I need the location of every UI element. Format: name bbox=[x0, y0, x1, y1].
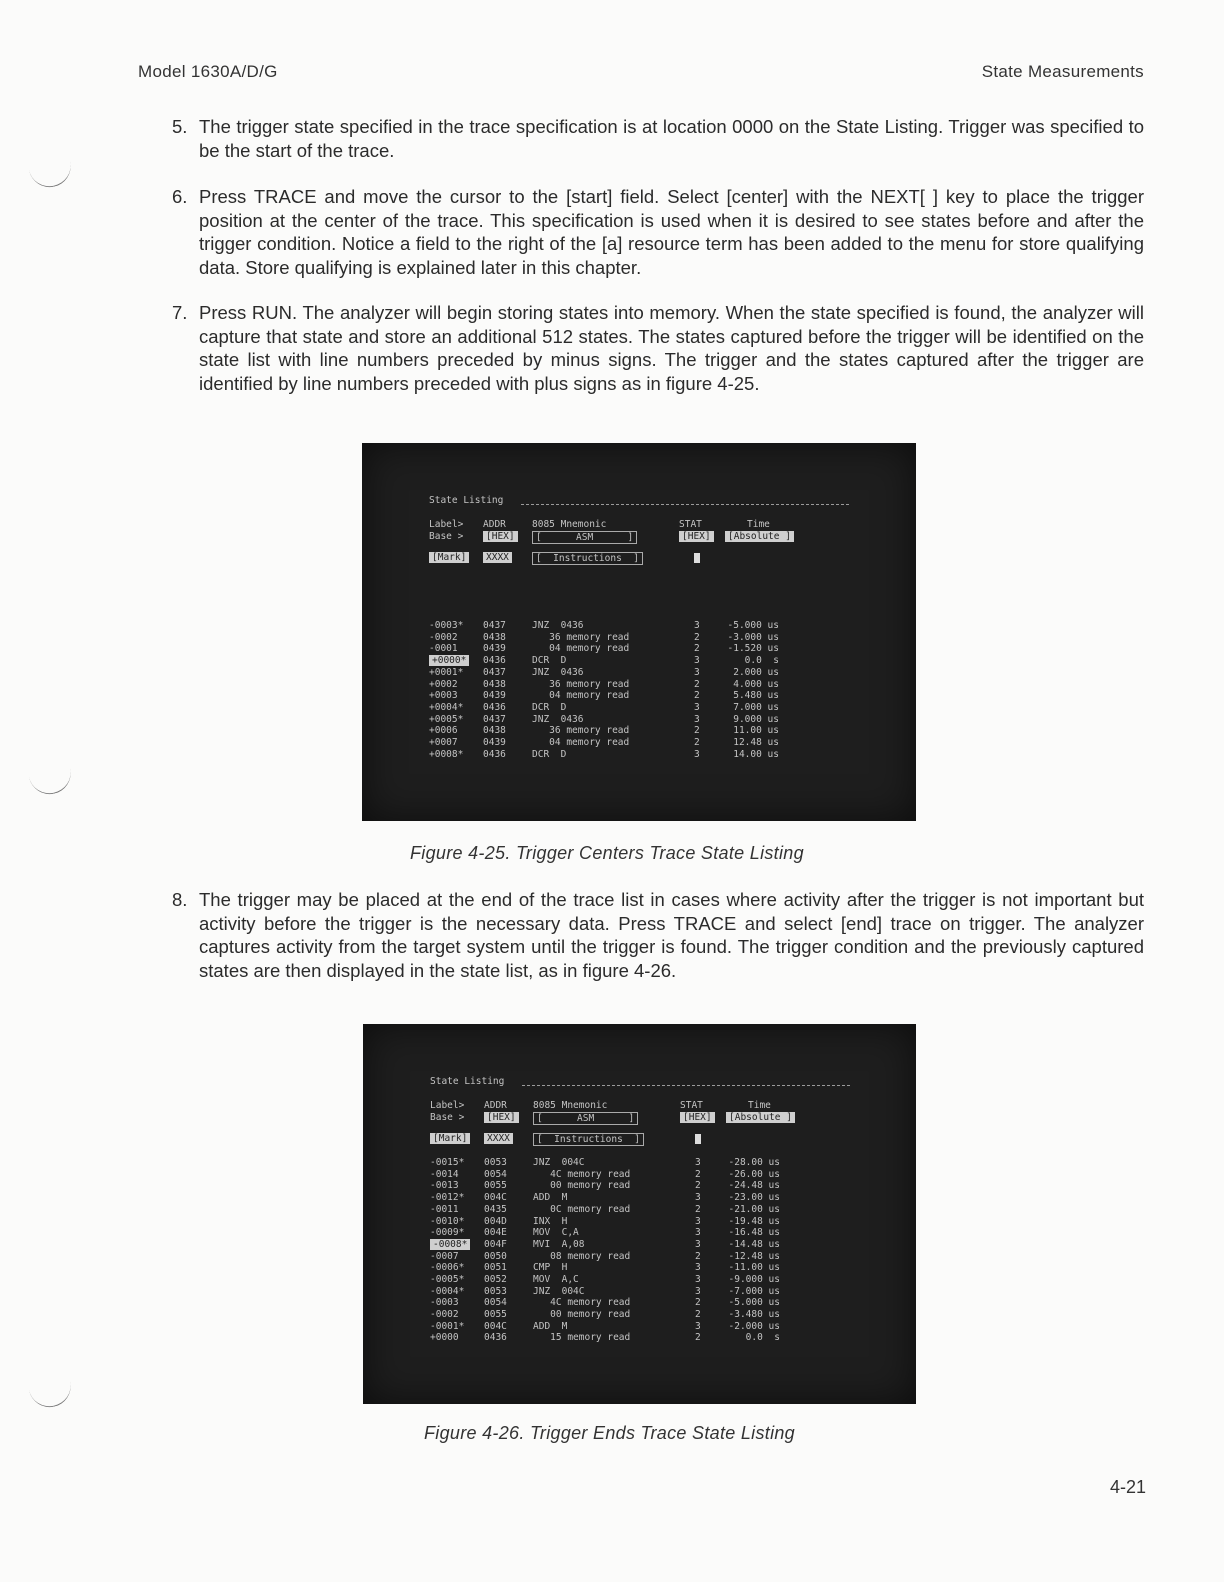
address: 004C bbox=[484, 1320, 507, 1332]
time: -3.480 us bbox=[728, 1309, 780, 1320]
address: 0437 bbox=[483, 713, 506, 725]
mark-mnemonic-field: [ Instructions ] bbox=[532, 552, 643, 565]
line-number: -0015* bbox=[430, 1157, 465, 1169]
table-row bbox=[430, 1192, 850, 1204]
address: 0438 bbox=[483, 678, 506, 690]
table-row bbox=[429, 667, 849, 679]
running-header-section: State Measurements bbox=[981, 62, 1144, 81]
status: 3 bbox=[695, 1320, 701, 1332]
time: 0.0 s bbox=[744, 655, 779, 667]
figure-4-26-caption: Figure 4-26. Trigger Ends Trace State Listing bbox=[424, 1423, 795, 1443]
status: 3 bbox=[694, 701, 700, 713]
address: 0053 bbox=[484, 1285, 507, 1297]
step-number: 6. bbox=[172, 186, 188, 207]
mnemonic: JNZ 004C bbox=[533, 1285, 585, 1297]
table-row bbox=[429, 690, 849, 702]
label-addr: ADDR bbox=[483, 519, 506, 530]
mnemonic: ADD M bbox=[533, 1192, 568, 1204]
line-number: +0004* bbox=[429, 701, 464, 713]
figure-4-25-screen bbox=[362, 443, 916, 821]
time: -11.00 us bbox=[728, 1262, 780, 1274]
line-number: -0008* bbox=[430, 1239, 470, 1250]
base-addr-field: [HEX] bbox=[484, 1112, 519, 1123]
label-row bbox=[430, 1100, 850, 1112]
mnemonic: 15 memory read bbox=[533, 1332, 631, 1344]
mnemonic: INX H bbox=[533, 1215, 568, 1227]
time: 14.00 us bbox=[733, 748, 779, 760]
binder-hole-mark bbox=[27, 761, 74, 798]
mark-addr-field: XXXX bbox=[483, 552, 512, 563]
base-caption: Base > bbox=[429, 530, 464, 542]
table-row bbox=[429, 632, 849, 644]
time: -21.00 us bbox=[728, 1203, 780, 1215]
mark-mnemonic-field: [ Instructions ] bbox=[533, 1133, 644, 1146]
address: 0055 bbox=[484, 1180, 507, 1192]
label-time: Time bbox=[748, 1100, 771, 1111]
line-number: -0006* bbox=[430, 1262, 465, 1274]
mnemonic: JNZ 0436 bbox=[532, 666, 584, 678]
address: 0436 bbox=[483, 701, 506, 713]
label-mnemonic: 8085 Mnemonic bbox=[532, 519, 607, 530]
mnemonic: 36 memory read bbox=[532, 678, 630, 690]
time: -5.000 us bbox=[728, 1297, 780, 1309]
spacer bbox=[429, 564, 849, 620]
address: 0052 bbox=[484, 1273, 507, 1285]
address: 0055 bbox=[484, 1309, 507, 1320]
line-number: -0013 bbox=[430, 1180, 459, 1192]
mnemonic: DCR D bbox=[532, 655, 567, 667]
table-row bbox=[430, 1169, 850, 1181]
line-number: -0001* bbox=[430, 1320, 465, 1332]
table-row bbox=[430, 1309, 850, 1321]
label-caption: Label> bbox=[429, 519, 464, 530]
label-mnemonic: 8085 Mnemonic bbox=[533, 1100, 608, 1111]
address: 0437 bbox=[483, 620, 506, 632]
base-row bbox=[430, 1112, 850, 1124]
time: -16.48 us bbox=[728, 1227, 780, 1239]
status: 2 bbox=[695, 1309, 701, 1320]
state-listing-display bbox=[429, 495, 849, 760]
table-row bbox=[430, 1286, 850, 1298]
line-number: -0005* bbox=[430, 1273, 465, 1285]
line-number: -0002 bbox=[430, 1309, 459, 1320]
table-row bbox=[430, 1204, 850, 1216]
spacer bbox=[430, 1123, 850, 1133]
mnemonic: 0C memory read bbox=[533, 1203, 631, 1215]
time: -2.000 us bbox=[728, 1320, 780, 1332]
line-number: +0005* bbox=[429, 713, 464, 725]
address: 0054 bbox=[484, 1168, 507, 1180]
spacer bbox=[429, 542, 849, 552]
line-number: -0009* bbox=[430, 1227, 465, 1239]
time: 12.48 us bbox=[733, 736, 779, 748]
status: 3 bbox=[695, 1157, 701, 1169]
mnemonic: DCR D bbox=[532, 748, 567, 760]
binder-hole-mark bbox=[27, 154, 74, 191]
table-row bbox=[430, 1239, 850, 1251]
table-row bbox=[429, 702, 849, 714]
time: -24.48 us bbox=[728, 1180, 780, 1192]
mnemonic: 36 memory read bbox=[532, 631, 630, 643]
table-row bbox=[430, 1332, 850, 1344]
step-text: Press TRACE and move the cursor to the [start] field. Select [center] with the NEXT[ ] key to place the trigger position at the center of the trace. This specification is used when it is desired to see states before and after the trigger condition. Notice a field to the right of the [a] resource term has been added to the menu for store qualifying data. Store qualifying is explained later in this chapter. bbox=[199, 186, 1144, 278]
line-number: -0001 bbox=[429, 643, 458, 655]
line-number: +0000 bbox=[430, 1332, 459, 1344]
running-header-model: Model 1630A/D/G bbox=[138, 62, 278, 81]
label-stat: STAT bbox=[679, 519, 702, 530]
time: -19.48 us bbox=[728, 1215, 780, 1227]
status: 2 bbox=[694, 736, 700, 748]
status: 3 bbox=[695, 1273, 701, 1285]
figure-4-25-caption: Figure 4-25. Trigger Centers Trace State Listing bbox=[410, 843, 804, 863]
table-row bbox=[430, 1321, 850, 1333]
line-number: -0010* bbox=[430, 1215, 465, 1227]
status: 2 bbox=[695, 1203, 701, 1215]
time: -26.00 us bbox=[728, 1168, 780, 1180]
status: 2 bbox=[695, 1180, 701, 1192]
address: 0435 bbox=[484, 1203, 507, 1215]
address: 0439 bbox=[483, 643, 506, 655]
address: 0438 bbox=[483, 725, 506, 737]
binder-hole-mark bbox=[27, 1374, 74, 1411]
mnemonic: CMP H bbox=[533, 1262, 568, 1274]
address: 004E bbox=[484, 1227, 507, 1239]
address: 0438 bbox=[483, 631, 506, 643]
base-time-field: [Absolute ] bbox=[726, 1112, 795, 1123]
status: 2 bbox=[694, 643, 700, 655]
address: 0050 bbox=[484, 1250, 507, 1262]
time: -14.48 us bbox=[728, 1238, 780, 1250]
status: 2 bbox=[695, 1168, 701, 1180]
table-row bbox=[430, 1262, 850, 1274]
table-row bbox=[430, 1251, 850, 1263]
line-number: +0003 bbox=[429, 690, 458, 702]
line-number: +0008* bbox=[429, 748, 464, 760]
spacer bbox=[430, 1090, 850, 1100]
mark-field: [Mark] bbox=[430, 1133, 470, 1144]
label-stat: STAT bbox=[680, 1100, 703, 1111]
time: 5.480 us bbox=[733, 690, 779, 702]
mnemonic: JNZ 004C bbox=[533, 1157, 585, 1169]
status: 3 bbox=[694, 655, 700, 667]
line-number: -0014 bbox=[430, 1168, 459, 1180]
mnemonic: JNZ 0436 bbox=[532, 620, 584, 632]
base-mnemonic-field: [ ASM ] bbox=[532, 531, 637, 544]
table-row bbox=[429, 725, 849, 737]
time: 4.000 us bbox=[733, 678, 779, 690]
mnemonic: 04 memory read bbox=[532, 736, 630, 748]
base-stat-field: [HEX] bbox=[680, 1112, 715, 1123]
line-number: +0007 bbox=[429, 736, 458, 748]
mnemonic: JNZ 0436 bbox=[532, 713, 584, 725]
page-number: 4-21 bbox=[1109, 1477, 1146, 1497]
status: 3 bbox=[695, 1215, 701, 1227]
time: 9.000 us bbox=[733, 713, 779, 725]
line-number: -0011 bbox=[430, 1203, 459, 1215]
step-5 bbox=[172, 115, 1144, 162]
status: 2 bbox=[694, 725, 700, 737]
mnemonic: MOV A,C bbox=[533, 1273, 579, 1285]
mnemonic: 08 memory read bbox=[533, 1250, 631, 1262]
status: 2 bbox=[694, 690, 700, 702]
line-number: -0002 bbox=[429, 631, 458, 643]
line-number: +0002 bbox=[429, 678, 458, 690]
table-row bbox=[429, 655, 849, 667]
time: -5.000 us bbox=[727, 620, 779, 632]
address: 0436 bbox=[483, 655, 506, 667]
status: 3 bbox=[695, 1192, 701, 1204]
table-row bbox=[430, 1274, 850, 1286]
step-text: The trigger state specified in the trace specification is at location 0000 on the State Listing. Trigger was specified to be the start of the trace. bbox=[199, 116, 1144, 161]
line-number: -0003* bbox=[429, 620, 464, 632]
table-row bbox=[429, 749, 849, 761]
label-caption: Label> bbox=[430, 1100, 465, 1111]
mark-addr-field: XXXX bbox=[484, 1133, 513, 1144]
status: 3 bbox=[694, 713, 700, 725]
time: -3.000 us bbox=[727, 631, 779, 643]
time: -9.000 us bbox=[728, 1273, 780, 1285]
table-row bbox=[430, 1216, 850, 1228]
line-number: +0000* bbox=[429, 655, 469, 666]
mnemonic: MOV C,A bbox=[533, 1227, 579, 1239]
mnemonic: 36 memory read bbox=[532, 725, 630, 737]
step-number: 7. bbox=[172, 302, 188, 323]
line-number: +0006 bbox=[429, 725, 458, 737]
mnemonic: 00 memory read bbox=[533, 1309, 631, 1320]
table-row bbox=[430, 1227, 850, 1239]
screen-title: State Listing bbox=[430, 1076, 850, 1090]
mnemonic: 4C memory read bbox=[533, 1297, 631, 1309]
time: -28.00 us bbox=[728, 1157, 780, 1169]
step-number: 5. bbox=[172, 116, 188, 137]
step-text: The trigger may be placed at the end of the trace list in cases where activity after the trigger is not important but activity before the trigger is the necessary data. Press TRACE and select [end] trace on trigger. The analyzer captures activity from the target system until the trigger is found. The trigger condition and the previously captured states are then displayed in the state list, as in figure 4-26. bbox=[199, 889, 1144, 981]
address: 0051 bbox=[484, 1262, 507, 1274]
mnemonic: 04 memory read bbox=[532, 690, 630, 702]
address: 004F bbox=[484, 1238, 507, 1250]
time: 7.000 us bbox=[733, 701, 779, 713]
state-listing-display bbox=[430, 1076, 850, 1344]
mnemonic: 4C memory read bbox=[533, 1168, 631, 1180]
label-addr: ADDR bbox=[484, 1100, 507, 1111]
line-number: -0012* bbox=[430, 1192, 465, 1204]
step-7 bbox=[172, 301, 1144, 395]
address: 0436 bbox=[483, 748, 506, 760]
screen-title: State Listing bbox=[429, 495, 849, 509]
address: 0436 bbox=[484, 1332, 507, 1344]
table-row bbox=[429, 620, 849, 632]
table-row bbox=[429, 714, 849, 726]
line-number: -0003 bbox=[430, 1297, 459, 1309]
step-6 bbox=[172, 185, 1144, 279]
spacer bbox=[429, 509, 849, 519]
label-row bbox=[429, 519, 849, 531]
status: 2 bbox=[694, 678, 700, 690]
step-8 bbox=[172, 888, 1144, 982]
step-text: Press RUN. The analyzer will begin storing states into memory. When the state specified is found, the analyzer will capture that state and store an additional 512 states. The states captured before the trigger will be identified on the state list with line numbers preceded by minus signs. The trigger and the states captured after the trigger are identified by line numbers preceded with plus signs as in figure 4-25. bbox=[199, 302, 1144, 394]
base-time-field: [Absolute ] bbox=[725, 531, 794, 542]
cursor-block bbox=[694, 553, 700, 563]
table-row bbox=[430, 1180, 850, 1192]
time: -1.520 us bbox=[727, 643, 779, 655]
status: 3 bbox=[694, 620, 700, 632]
address: 0439 bbox=[483, 690, 506, 702]
mark-field: [Mark] bbox=[429, 552, 469, 563]
table-row bbox=[429, 643, 849, 655]
status: 3 bbox=[695, 1262, 701, 1274]
status: 3 bbox=[695, 1227, 701, 1239]
line-number: +0001* bbox=[429, 666, 464, 678]
figure-4-26-screen bbox=[363, 1024, 916, 1404]
mark-row bbox=[430, 1133, 850, 1145]
base-caption: Base > bbox=[430, 1111, 465, 1123]
status: 2 bbox=[695, 1250, 701, 1262]
base-stat-field: [HEX] bbox=[679, 531, 714, 542]
address: 0437 bbox=[483, 666, 506, 678]
time: 0.0 s bbox=[745, 1332, 780, 1344]
time: 11.00 us bbox=[733, 725, 779, 737]
status: 2 bbox=[694, 631, 700, 643]
status: 3 bbox=[695, 1238, 701, 1250]
mnemonic: 04 memory read bbox=[532, 643, 630, 655]
status: 3 bbox=[694, 748, 700, 760]
status: 2 bbox=[695, 1332, 701, 1344]
address: 0054 bbox=[484, 1297, 507, 1309]
time: -23.00 us bbox=[728, 1192, 780, 1204]
base-mnemonic-field: [ ASM ] bbox=[533, 1112, 638, 1125]
line-number: -0004* bbox=[430, 1285, 465, 1297]
mnemonic: DCR D bbox=[532, 701, 567, 713]
mnemonic: 00 memory read bbox=[533, 1180, 631, 1192]
cursor-block bbox=[695, 1134, 701, 1144]
table-row bbox=[430, 1157, 850, 1169]
address: 004C bbox=[484, 1192, 507, 1204]
status: 3 bbox=[694, 666, 700, 678]
address: 0439 bbox=[483, 736, 506, 748]
label-time: Time bbox=[747, 519, 770, 530]
time: -7.000 us bbox=[728, 1285, 780, 1297]
base-row bbox=[429, 531, 849, 543]
spacer bbox=[430, 1145, 850, 1157]
base-addr-field: [HEX] bbox=[483, 531, 518, 542]
step-number: 8. bbox=[172, 889, 188, 910]
time: -12.48 us bbox=[728, 1250, 780, 1262]
table-row bbox=[430, 1297, 850, 1309]
table-row bbox=[429, 679, 849, 691]
mark-row bbox=[429, 552, 849, 564]
mnemonic: ADD M bbox=[533, 1320, 568, 1332]
line-number: -0007 bbox=[430, 1250, 459, 1262]
status: 2 bbox=[695, 1297, 701, 1309]
time: 2.000 us bbox=[733, 666, 779, 678]
table-row bbox=[429, 737, 849, 749]
address: 0053 bbox=[484, 1157, 507, 1169]
status: 3 bbox=[695, 1285, 701, 1297]
mnemonic: MVI A,08 bbox=[533, 1238, 585, 1250]
address: 004D bbox=[484, 1215, 507, 1227]
